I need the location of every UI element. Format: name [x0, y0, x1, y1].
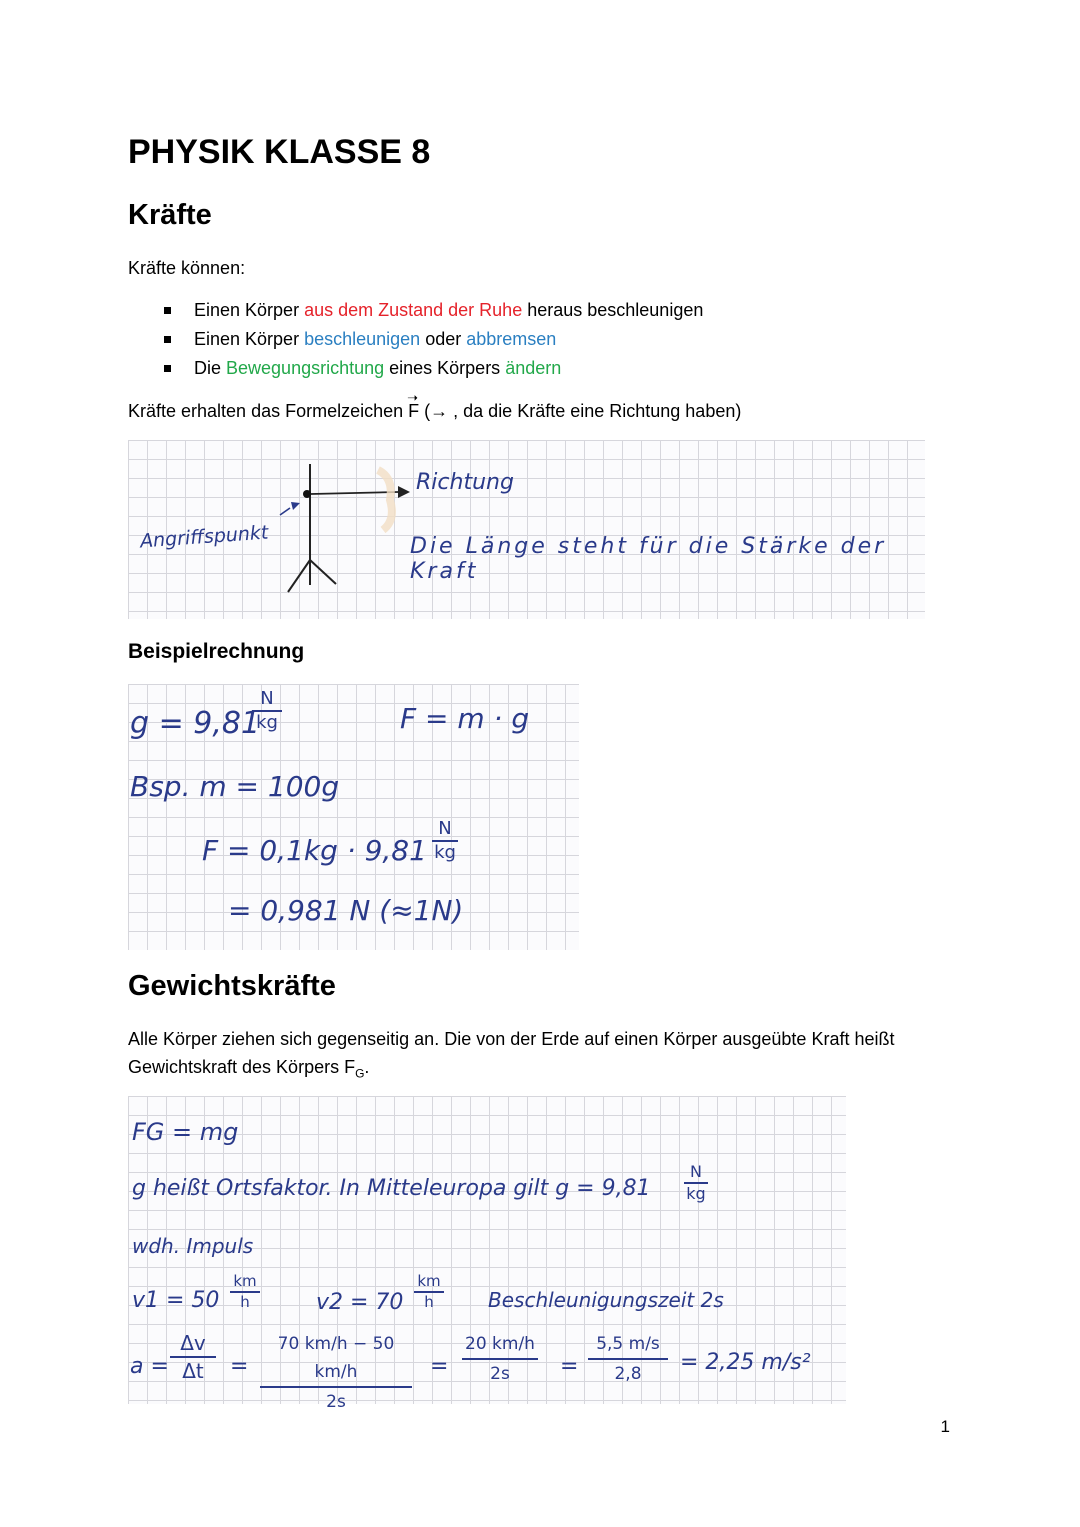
formula-post: (→ , da die Kräfte eine Richtung haben) — [419, 401, 742, 421]
fraction-denominator: 2,8 — [588, 1358, 668, 1388]
force-formula: F = m · g — [400, 702, 530, 735]
fraction-1 — [260, 1330, 412, 1416]
list-item — [160, 296, 703, 325]
unit-numerator: N — [690, 1162, 702, 1181]
highlight-blue: abbremsen — [466, 329, 557, 349]
text-post: . — [364, 1057, 370, 1077]
v1-unit — [230, 1272, 260, 1312]
acceleration-result: = 2,25 m/s² — [680, 1350, 811, 1375]
beschleunigungszeit-note: Beschleunigungszeit 2s — [488, 1288, 724, 1312]
bullet-text: heraus beschleunigen — [522, 300, 704, 320]
highlight-blue: beschleunigen — [304, 329, 421, 349]
fraction-numerator: 5,5 m/s — [596, 1334, 660, 1354]
impuls-note: wdh. Impuls — [132, 1234, 254, 1258]
fg-formula: FG = mg — [132, 1118, 239, 1146]
fraction-2 — [462, 1330, 538, 1388]
unit-denominator: h — [230, 1291, 260, 1312]
example-mass: Bsp. m = 100g — [130, 770, 340, 803]
richtung-label: Richtung — [416, 470, 514, 495]
fraction-denominator: 2s — [462, 1358, 538, 1388]
fraction-numerator: Δv — [180, 1331, 206, 1355]
unit-denominator: h — [414, 1291, 444, 1312]
g-unit — [252, 688, 282, 734]
unit-numerator: N — [260, 688, 274, 709]
highlight-green: Bewegungsrichtung — [226, 358, 385, 378]
calc-line-1: F = 0,1kg · 9,81 — [202, 834, 427, 867]
unit-denominator: kg — [252, 710, 282, 734]
page-number: 1 — [940, 1417, 950, 1436]
intro-text: Kräfte können: — [128, 258, 246, 278]
dv-dt-fraction — [170, 1330, 216, 1384]
force-effects-list — [160, 296, 703, 383]
unit-numerator: km — [417, 1272, 441, 1290]
bullet-text: Einen Körper — [194, 300, 305, 320]
v2-unit — [414, 1272, 444, 1312]
page-title: PHYSIK KLASSE 8 — [128, 133, 431, 171]
g-value: g = 9,81 — [130, 706, 261, 741]
vector-symbol — [407, 390, 420, 424]
length-note: Die Länge steht für die Stärke der Kraft — [410, 534, 887, 584]
example-calculation-sketch — [128, 684, 579, 950]
formula-pre: Kräfte erhalten das Formelzeichen — [128, 401, 409, 421]
list-item — [160, 354, 703, 383]
unit-denominator: kg — [432, 840, 458, 864]
highlight-red: aus dem Zustand der Ruhe — [304, 300, 523, 320]
fraction-denominator: Δt — [170, 1356, 216, 1384]
calc-line-2: = 0,981 N (≈1N) — [228, 894, 464, 927]
equals-sign: = — [230, 1354, 249, 1379]
force-symbol: F — [408, 401, 420, 421]
angriffspunkt-label: Angriffspunkt — [139, 521, 270, 553]
bullet-text: Einen Körper — [194, 329, 305, 349]
weight-force-notes-sketch — [128, 1096, 846, 1412]
formula-symbol-text — [128, 390, 742, 424]
text-pre: Gewichtskraft des Körpers F — [128, 1057, 356, 1077]
calc-unit — [432, 818, 458, 864]
v1-value: v1 = 50 — [132, 1288, 220, 1313]
force-vector-sketch — [128, 440, 925, 619]
bullet-text: Die — [194, 358, 227, 378]
bullet-text: oder — [420, 329, 467, 349]
vector-arrow-icon: ➝ — [407, 390, 419, 405]
subscript-g: G — [355, 1066, 365, 1081]
fraction-3 — [588, 1330, 668, 1388]
gravity-text-1: Alle Körper ziehen sich gegenseitig an. Die von der Erde auf einen Körper ausgeübte Kraft heißt — [128, 1029, 895, 1049]
acceleration-lhs: a = — [130, 1354, 169, 1379]
heading-gewichtskraefte: Gewichtskräfte — [128, 970, 336, 1002]
unit-numerator: km — [233, 1272, 257, 1290]
unit-numerator: N — [438, 818, 452, 839]
heading-beispielrechnung: Beispielrechnung — [128, 640, 305, 663]
bullet-text: eines Körpers — [384, 358, 506, 378]
heading-kraefte: Kräfte — [128, 199, 212, 231]
ortsfaktor-unit — [684, 1162, 708, 1204]
fraction-denominator: 2s — [260, 1386, 412, 1416]
unit-denominator: kg — [684, 1182, 708, 1204]
list-item — [160, 325, 703, 354]
gravity-text-2 — [128, 1054, 369, 1087]
equals-sign: = — [560, 1354, 579, 1379]
ortsfaktor-note: g heißt Ortsfaktor. In Mitteleuropa gilt g = 9,81 — [132, 1176, 651, 1201]
fraction-numerator: 70 km/h − 50 km/h — [277, 1334, 395, 1382]
fraction-numerator: 20 km/h — [465, 1334, 535, 1354]
highlight-green: ändern — [505, 358, 562, 378]
equals-sign: = — [430, 1354, 449, 1379]
v2-value: v2 = 70 — [316, 1290, 404, 1315]
